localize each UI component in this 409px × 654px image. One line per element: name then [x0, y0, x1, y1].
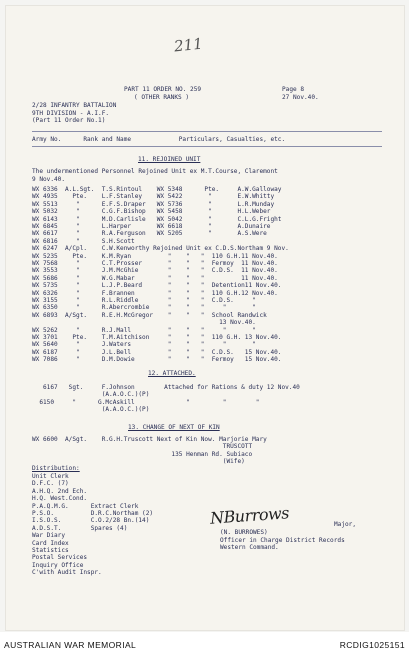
signature-scrawl: NBurrows: [209, 503, 290, 528]
distribution-item: Inquiry Office: [32, 561, 84, 569]
distribution-item: A.H.Q. 2nd Ech.: [32, 487, 88, 495]
personnel-row: WX 6336 A.L.Sgt. T.S.Rintoul WX 5348 Pte. A.W.Galloway: [32, 186, 282, 193]
personnel-row: WX 7568 " C.T.Prosser " " " Fermoy 11 Nov.40.: [32, 260, 278, 267]
personnel-row: WX 6617 " R.A.Ferguson WX 5205 " A.S.Were: [32, 230, 267, 238]
personnel-row: WX 3701 Pte. T.M.Aitchison " " " 110 G.H. 13 Nov.40.: [32, 334, 282, 341]
personnel-row: WX 3155 " R.L.Riddle " " " C.D.S. ": [32, 297, 256, 304]
distribution-item: War Diary: [32, 532, 66, 540]
personnel-row: 13 Nov.40.: [32, 319, 256, 327]
signature-rank: Major,: [334, 521, 357, 528]
distribution-item: Unit Clerk: [32, 473, 69, 480]
personnel-row: WX 5686 " W.G.Mabar " " " 11 Nov.40.: [32, 274, 278, 282]
archive-footer: [0, 632, 409, 654]
distribution-item: I.S.O.S. C.O.2/28 Bn.(14): [32, 517, 150, 525]
next-of-kin-row: TRUSCOTT: [32, 443, 253, 451]
order-line: PART 11 ORDER NO. 259: [124, 86, 202, 93]
personnel-row: WX 5513 " E.F.S.Draper WX 5736 " L.R.Munday: [32, 200, 275, 208]
page-number: Page 8: [282, 86, 305, 93]
personnel-row: WX 3553 " J.M.McGhie " " " C.D.S. 11 Nov.40.: [32, 267, 278, 275]
personnel-row: WX 6893 A/Sgt. R.E.H.McGregor " " " School Randwick: [32, 311, 267, 319]
section-11-intro-2: 9 Nov.40.: [32, 175, 66, 183]
personnel-row: WX 5032 " C.G.F.Bishop WX 5458 " H.L.Weber: [32, 208, 271, 216]
handwritten-number: 211: [173, 34, 204, 56]
personnel-row: WX 6845 " L.Harper WX 6618 " A.Dunaire: [32, 223, 271, 230]
section-13-title: 13. CHANGE OF NEXT OF KIN: [128, 424, 220, 431]
document-page: [6, 6, 404, 630]
personnel-row: WX 7086 " D.M.Dowie " " " Fermoy 15 Nov.40.: [32, 356, 282, 364]
signature-role-1: Officer in Charge District Records: [220, 536, 345, 544]
personnel-row: WX 5640 " J.Waters " " " " ": [32, 341, 256, 349]
personnel-row: WX 6187 " J.L.Bell " " " C.D.S. 15 Nov.40.: [32, 348, 282, 356]
distribution-item: C'with Audit Inspr.: [32, 569, 102, 577]
personnel-row: WX 6326 " F.Brannen " " " 110 G.H.12 Nov.40.: [32, 289, 278, 297]
distribution-title: Distribution:: [32, 465, 80, 472]
distribution-item: Statistics: [32, 547, 69, 554]
distribution-item: Card Index: [32, 539, 69, 547]
next-of-kin-row: (Wife): [32, 458, 245, 466]
section-12-title: 12. ATTACHED.: [148, 370, 196, 377]
footer-source: AUSTRALIAN WAR MEMORIAL: [4, 640, 137, 650]
personnel-row: WX 5735 " L.J.P.Beard " " " Detention11 Nov.40.: [32, 282, 282, 290]
next-of-kin-row: 135 Henman Rd. Subiaco: [32, 450, 253, 458]
rule-bottom: [32, 146, 382, 147]
rule-top: [32, 131, 382, 132]
distribution-item: D.F.C. (7): [32, 480, 69, 488]
attached-row: 6150 " G.McAskill " " ": [32, 398, 260, 406]
personnel-row: WX 6350 " R.Abercrombie " " " " ": [32, 304, 256, 312]
personnel-row: WX 4935 Pte. L.F.Stanley WX 5422 " E.W.Whitty: [32, 193, 275, 201]
footer-id: RCDIG1025151: [339, 640, 405, 650]
distribution-item: P.S.O. D.R.C.Northam (2): [32, 510, 154, 517]
next-of-kin-row: WX 6600 A/Sgt. R.G.H.Truscott Next of Kin Now. Marjorie Mary: [32, 436, 267, 443]
attached-row: (A.A.O.C.)(P): [32, 391, 150, 399]
distribution-item: A.D.S.T. Spares (4): [32, 524, 128, 532]
ranks-line: ( OTHER RANKS ): [134, 94, 190, 101]
personnel-row: WX 6247 A/Cpl. C.W.Kenworthy Rejoined Unit ex C.D.S.Northam 9 Nov.: [32, 245, 289, 253]
section-11-intro-1: The undermentioned Personnel Rejoined Unit ex M.T.Course, Claremont: [32, 168, 278, 175]
personnel-row: WX 6816 " S.H.Scott: [32, 237, 135, 245]
attached-row: 6167 Sgt. F.Johnson Attached for Rations & duty 12 Nov.40: [32, 384, 300, 391]
signature-name: (N. BURROWES): [220, 529, 268, 536]
distribution-item: Postal Services: [32, 554, 88, 562]
personnel-row: WX 5235 Pte. K.M.Ryan " " " 110 G.H.11 Nov.40.: [32, 252, 278, 260]
personnel-row: WX 6143 " M.D.Carlisle WX 5042 " C.L.G.Fright: [32, 215, 282, 223]
section-11-title: 11. REJOINED UNIT: [138, 156, 201, 163]
distribution-item: H.Q. West.Cond.: [32, 495, 88, 503]
unit-line-3: (Part 11 Order No.1): [32, 117, 106, 124]
unit-line-1: 2/28 INFANTRY BATTALION: [32, 102, 117, 109]
attached-row: (A.A.O.C.)(P): [32, 406, 150, 414]
order-date: 27 Nov.40.: [282, 94, 319, 101]
unit-line-2: 9TH DIVISION - A.I.F.: [32, 109, 110, 117]
distribution-item: P.A.Q.M.G. Extract Clerk: [32, 502, 139, 510]
column-headers: Army No. Rank and Name Particulars, Casualties, etc.: [32, 136, 286, 143]
personnel-row: WX 5262 " R.J.Mall " " " " ": [32, 326, 256, 334]
signature-role-2: Western Command.: [220, 544, 279, 551]
